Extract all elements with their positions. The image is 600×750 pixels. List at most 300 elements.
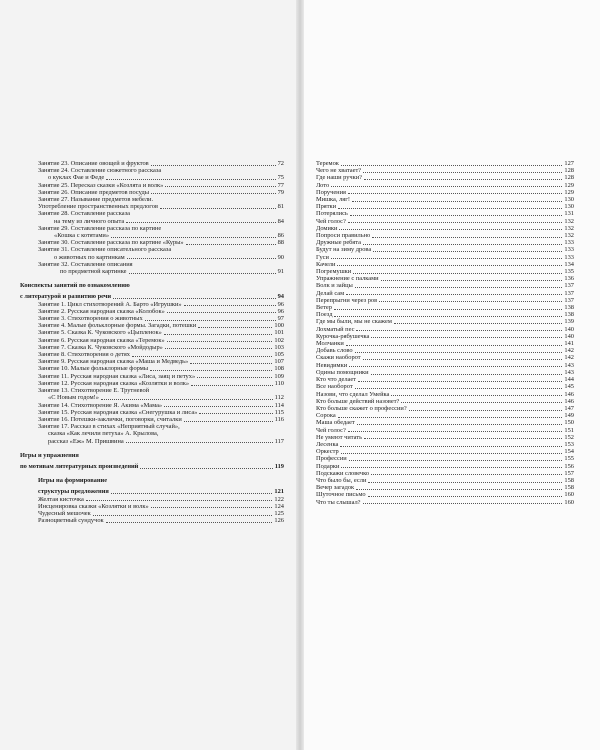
toc-entry[interactable] (20, 365, 284, 372)
toc-entry[interactable] (316, 405, 574, 412)
toc-page-number: 101 (274, 329, 284, 337)
toc-entry-title: Занятие 3. Стихотворения о животных (38, 315, 143, 323)
toc-entry[interactable] (316, 419, 574, 426)
toc-entry-title: Чей голос? (316, 426, 346, 434)
dot-leader (368, 482, 562, 483)
toc-page-number: 121 (274, 488, 284, 496)
toc-entry[interactable] (20, 254, 284, 261)
toc-page-number: 160 (564, 498, 574, 506)
toc-entry[interactable] (20, 301, 284, 308)
toc-entry-title: Потерялись (316, 210, 348, 218)
toc-entry[interactable] (316, 455, 574, 462)
toc-entry[interactable] (20, 373, 284, 380)
toc-entry[interactable] (316, 354, 574, 361)
toc-entry[interactable] (316, 311, 574, 318)
dot-leader (379, 301, 562, 302)
toc-page-number: 158 (564, 484, 574, 492)
toc-entry[interactable] (20, 416, 284, 423)
toc-entry-title: Где мы были, мы не скажем (316, 318, 392, 326)
toc-page-number: 155 (564, 455, 574, 463)
toc-entry[interactable] (20, 510, 284, 517)
toc-entry-title: Прятки (316, 203, 337, 211)
dot-leader (363, 359, 563, 360)
toc-entry-title: Лохматый пес (316, 325, 355, 333)
toc-entry-title: Не умеют читать (316, 433, 363, 441)
toc-entry-title: Занятие 4. Малые фольклорные формы. Загадки, потешки (38, 322, 197, 330)
dot-leader (334, 316, 562, 317)
toc-page-number: 96 (277, 300, 284, 308)
dot-leader (349, 366, 562, 367)
toc-page-number: 137 (564, 296, 574, 304)
toc-section-heading[interactable] (20, 293, 284, 300)
toc-page-number: 90 (277, 253, 284, 261)
dot-leader (338, 208, 562, 209)
toc-entry-title: Курочка-рябушечка (316, 332, 370, 340)
dot-leader (341, 467, 562, 468)
dot-leader (371, 374, 563, 375)
toc-entry[interactable] (20, 239, 284, 246)
toc-entry[interactable] (316, 210, 574, 217)
toc-entry-title: Скажи наоборот (316, 354, 361, 362)
dot-leader (86, 500, 273, 501)
toc-entry-title: Что ты слышал? (316, 498, 361, 506)
toc-page-number: 88 (277, 239, 284, 247)
dot-leader (348, 193, 562, 194)
toc-page-number: 138 (564, 304, 574, 312)
toc-page-number: 131 (564, 210, 574, 218)
toc-entry-title: Лесенка (316, 440, 339, 448)
toc-entry-title: Невидимки (316, 361, 348, 369)
toc-entry[interactable] (316, 239, 574, 246)
toc-page-number: 157 (564, 469, 574, 477)
toc-page-number: 129 (564, 181, 574, 189)
toc-page-number: 84 (277, 217, 284, 225)
dot-leader (364, 179, 562, 180)
toc-entry-title: Занятие 6. Русская народная сказка «Теремок» (38, 336, 165, 344)
toc-entry[interactable] (316, 470, 574, 477)
dot-leader (184, 421, 273, 422)
toc-entry[interactable] (316, 333, 574, 340)
toc-page-number: 128 (564, 167, 574, 175)
toc-entry[interactable] (20, 409, 284, 416)
toc-entry-title: рассказ «Еж» М. Пришвина (48, 437, 124, 445)
dot-leader (111, 493, 273, 494)
toc-page-number: 146 (564, 390, 574, 398)
toc-entry-title: Занятие 16. Потешки-заклички, поговорки, считалки (38, 415, 182, 423)
dot-leader (352, 201, 562, 202)
section-gap (20, 470, 284, 473)
toc-entry[interactable] (316, 167, 574, 174)
toc-entry[interactable] (316, 297, 574, 304)
toc-entry-title: Занятие 30. Составление рассказа по картине «Куры» (38, 239, 184, 247)
dot-leader (340, 446, 562, 447)
toc-page-number: 156 (564, 462, 574, 470)
toc-left-column (20, 160, 284, 524)
dot-leader (364, 438, 562, 439)
toc-entry-continued: Занятие 24. Составление сюжетного рассказа (38, 167, 162, 175)
toc-page-number: 142 (564, 354, 574, 362)
toc-entry-title: Попроси правильно (316, 232, 371, 240)
toc-entry-title: Разноцветный сундучок (38, 517, 104, 525)
dot-leader (355, 352, 563, 353)
toc-entry-title: Шуточное письмо (316, 491, 366, 499)
toc-page-number: 91 (277, 268, 284, 276)
dot-leader (186, 244, 276, 245)
section-gap (20, 275, 284, 278)
toc-entry[interactable] (316, 412, 574, 419)
toc-entry[interactable] (20, 189, 284, 196)
dot-leader (394, 323, 563, 324)
toc-page-number: 152 (564, 433, 574, 441)
toc-page-number: 77 (277, 181, 284, 189)
toc-entry-title: Домики (316, 224, 338, 232)
dot-leader (371, 337, 562, 338)
dot-leader (151, 507, 273, 508)
toc-entry-title: Поезд (316, 311, 333, 319)
toc-page-number: 97 (277, 315, 284, 323)
toc-entry[interactable] (20, 218, 284, 225)
toc-entry[interactable] (316, 275, 574, 282)
dot-leader (197, 377, 272, 378)
dot-leader (167, 341, 273, 342)
toc-page-number: 147 (564, 404, 574, 412)
toc-entry-title: Теремок (316, 160, 339, 167)
toc-entry[interactable] (20, 308, 284, 315)
toc-entry-title: Гуси (316, 253, 329, 261)
dot-leader (349, 460, 563, 461)
toc-entry[interactable] (316, 434, 574, 441)
toc-page-number: 133 (564, 239, 574, 247)
toc-entry[interactable] (20, 337, 284, 344)
book-gutter (296, 0, 304, 750)
toc-page-number: 145 (564, 383, 574, 391)
toc-entry[interactable] (20, 182, 284, 189)
dot-leader (145, 320, 276, 321)
toc-entry[interactable] (316, 196, 574, 203)
toc-entry[interactable] (316, 376, 574, 383)
toc-entry[interactable] (20, 402, 284, 409)
toc-entry[interactable] (316, 391, 574, 398)
toc-entry-title: структуры предложения (38, 488, 109, 496)
toc-page-number: 153 (564, 440, 574, 448)
toc-page-number: 144 (564, 376, 574, 384)
toc-page-number: 127 (564, 160, 574, 167)
dot-leader (353, 273, 562, 274)
toc-entry[interactable] (316, 326, 574, 333)
dot-leader (113, 298, 276, 299)
dot-leader (372, 237, 562, 238)
dot-leader (167, 312, 276, 313)
toc-entry-title: с литературой и развитию речи (20, 293, 112, 301)
toc-page-number: 133 (564, 253, 574, 261)
dot-leader (355, 287, 563, 288)
toc-entry[interactable] (316, 174, 574, 181)
dot-leader (401, 402, 562, 403)
toc-page-number: 146 (564, 397, 574, 405)
toc-entry[interactable] (20, 232, 284, 239)
dot-leader (331, 186, 562, 187)
toc-entry[interactable] (316, 268, 574, 275)
toc-page-number: 109 (274, 372, 284, 380)
toc-entry-title: Погремушки (316, 268, 352, 276)
toc-entry[interactable] (20, 517, 284, 524)
toc-entry[interactable] (316, 261, 574, 268)
toc-entry-title: Качели (316, 260, 336, 268)
section-gap (20, 445, 284, 448)
toc-page-number: 116 (274, 415, 284, 423)
toc-page-number: 72 (277, 160, 284, 167)
toc-page-number: 130 (564, 196, 574, 204)
toc-entry[interactable] (316, 282, 574, 289)
toc-page-number: 137 (564, 282, 574, 290)
dot-leader (338, 417, 563, 418)
toc-page-number: 115 (274, 408, 284, 416)
toc-entry-continued: Занятие 17. Рассказ в стихах «Неприятный случай», (38, 423, 180, 431)
toc-page-number: 108 (274, 365, 284, 373)
toc-page-number: 79 (277, 188, 284, 196)
toc-entry[interactable] (20, 358, 284, 365)
toc-entry[interactable] (316, 232, 574, 239)
toc-page-number: 136 (564, 275, 574, 283)
dot-leader (356, 489, 562, 490)
toc-entry-title: Упражнение с палками (316, 275, 379, 283)
toc-entry-title: о животных по картинкам (54, 253, 125, 261)
toc-page-number: 100 (274, 322, 284, 330)
toc-entry-title: Добавь слово (316, 347, 353, 355)
toc-entry[interactable] (20, 394, 284, 401)
toc-page-number: 140 (564, 325, 574, 333)
toc-entry[interactable] (316, 477, 574, 484)
toc-entry[interactable] (316, 254, 574, 261)
dot-leader (371, 474, 562, 475)
toc-page-number: 158 (564, 476, 574, 484)
toc-entry-continued: Занятие 32. Составление описания (38, 260, 133, 268)
toc-entry-title: Сорока (316, 412, 336, 420)
toc-page-number: 128 (564, 174, 574, 182)
toc-entry-title: Назови, что сделал Умейка (316, 390, 390, 398)
toc-entry[interactable] (316, 499, 574, 506)
dot-leader (101, 399, 273, 400)
toc-entry[interactable] (316, 484, 574, 491)
toc-entry[interactable] (316, 290, 574, 297)
dot-leader (346, 345, 563, 346)
toc-entry-title: Все наоборот (316, 383, 353, 391)
toc-entry-title: Кто что делает (316, 376, 356, 384)
toc-entry-title: Занятие 14. Стихотворение Я. Акима «Мама» (38, 401, 163, 409)
toc-entry[interactable] (316, 441, 574, 448)
dot-leader (341, 453, 563, 454)
toc-page-number: 151 (564, 426, 574, 434)
dot-leader (346, 294, 562, 295)
dot-leader (132, 356, 272, 357)
toc-entry-title: Занятие 5. Сказка К. Чуковского «Цыпленок» (38, 329, 162, 337)
dot-leader (357, 424, 563, 425)
toc-entry-title: Занятие 23. Описание овощей и фруктов (38, 160, 149, 167)
toc-entry[interactable] (20, 329, 284, 336)
toc-entry-title: Занятие 25. Пересказ сказки «Козлята и волк» (38, 181, 164, 189)
toc-page-number: 143 (564, 368, 574, 376)
toc-entry[interactable] (20, 203, 284, 210)
toc-entry[interactable] (316, 246, 574, 253)
dot-leader (373, 251, 562, 252)
toc-entry[interactable] (316, 225, 574, 232)
toc-entry[interactable] (316, 448, 574, 455)
toc-entry[interactable] (20, 322, 284, 329)
toc-entry-title: Инсценировка сказки «Козлятки и волк» (38, 502, 149, 510)
dot-leader (151, 193, 276, 194)
toc-entry-title: Чей голос? (316, 217, 346, 225)
toc-entry-title: Занятие 1. Цикл стихотворений А. Барто «Игрушки» (38, 300, 182, 308)
dot-leader (381, 280, 563, 281)
toc-page-number: 133 (564, 246, 574, 254)
toc-entry[interactable] (316, 189, 574, 196)
dot-leader (355, 388, 563, 389)
toc-page-number: 160 (564, 491, 574, 499)
toc-entry-title: Профессии (316, 455, 347, 463)
toc-entry[interactable] (20, 174, 284, 181)
toc-section-heading[interactable] (20, 463, 284, 470)
dot-leader (198, 327, 272, 328)
dot-leader (331, 258, 563, 259)
dot-leader (126, 442, 273, 443)
toc-entry[interactable] (316, 362, 574, 369)
dot-leader (363, 244, 562, 245)
toc-entry[interactable] (316, 347, 574, 354)
toc-page-number: 105 (274, 351, 284, 359)
toc-entry-title: Занятие 12. Русская народная сказка «Козлятки и волк» (38, 379, 190, 387)
toc-entry-title: Перепрыгни через ров (316, 296, 378, 304)
toc-entry-title: Что было бы, если (316, 476, 367, 484)
dot-leader (363, 172, 562, 173)
toc-entry-continued: Занятие 29. Составление рассказа по картине (38, 224, 162, 232)
toc-entry-title: Маша обедает (316, 419, 355, 427)
dot-leader (341, 165, 563, 166)
toc-entry-title: Употребление пространственных предлогов (38, 203, 158, 211)
toc-entry[interactable] (316, 318, 574, 325)
toc-entry[interactable] (20, 503, 284, 510)
dot-leader (126, 222, 275, 223)
toc-entry[interactable] (20, 351, 284, 358)
toc-entry-title: «С Новым годом!» (48, 394, 99, 402)
toc-entry[interactable] (20, 160, 284, 167)
toc-page-number: 110 (274, 379, 284, 387)
toc-page-number: 124 (274, 502, 284, 510)
dot-leader (339, 229, 562, 230)
toc-entry-title: Делай сам (316, 289, 345, 297)
dot-leader (358, 381, 562, 382)
toc-entry[interactable] (20, 344, 284, 351)
toc-entry[interactable] (316, 340, 574, 347)
toc-page-number: 140 (564, 332, 574, 340)
toc-entry[interactable] (20, 380, 284, 387)
toc-entry-title: Волк и зайцы (316, 282, 353, 290)
toc-entry[interactable] (316, 369, 574, 376)
toc-page-number: 114 (274, 401, 284, 409)
dot-leader (337, 265, 562, 266)
toc-entry-title: Где наши ручки? (316, 174, 362, 182)
toc-entry[interactable] (316, 463, 574, 470)
dot-leader (106, 522, 273, 523)
toc-entry-continued: сказка «Как лечили петуха» А. Крылова, (48, 430, 159, 438)
toc-entry-title: Оркестр (316, 448, 339, 456)
toc-entry-continued: Конспекты занятий по ознакомлению (20, 282, 130, 290)
toc-page-number: 81 (277, 203, 284, 211)
toc-entry-continued: Занятие 27. Называние предметов мебели. (38, 196, 154, 204)
toc-page-number: 119 (274, 462, 284, 470)
dot-leader (356, 330, 562, 331)
toc-entry-title: Кто больше действий назовет? (316, 397, 400, 405)
toc-entry-title: Желтая кисточка (38, 495, 84, 503)
dot-leader (165, 186, 275, 187)
toc-entry-title: Мишка, ляг! (316, 196, 350, 204)
dot-leader (199, 413, 272, 414)
toc-entry-continued: Занятие 28. Составление рассказа (38, 210, 130, 218)
dot-leader (127, 258, 276, 259)
toc-page-number: 135 (564, 268, 574, 276)
toc-entry[interactable] (316, 491, 574, 498)
toc-entry[interactable] (316, 218, 574, 225)
toc-entry[interactable] (316, 304, 574, 311)
dot-leader (140, 468, 272, 469)
toc-entry[interactable] (20, 496, 284, 503)
toc-entry-title: Вечер загадок (316, 484, 355, 492)
toc-page-number: 94 (277, 293, 284, 301)
toc-entry[interactable] (20, 268, 284, 275)
toc-entry-continued: Игры и упражнения (20, 451, 79, 459)
toc-page-number: 149 (564, 412, 574, 420)
toc-entry-title: Чудесный мешочек (38, 509, 91, 517)
dot-leader (334, 309, 562, 310)
toc-entry[interactable] (316, 427, 574, 434)
toc-page-number: 132 (564, 217, 574, 225)
toc-entry[interactable] (316, 182, 574, 189)
toc-page-number: 142 (564, 347, 574, 355)
toc-entry-continued: Занятие 13. Стихотворение Е. Трутневой (38, 387, 150, 395)
dot-leader (190, 363, 272, 364)
toc-section-heading[interactable] (20, 488, 284, 495)
dot-leader (191, 385, 273, 386)
dot-leader (368, 496, 563, 497)
dot-leader (348, 431, 563, 432)
toc-entry-title: Чего не хватает? (316, 167, 362, 175)
dot-leader (111, 237, 276, 238)
dot-leader (164, 406, 273, 407)
toc-entry-continued: Занятие 31. Составление описательного рассказа (38, 246, 172, 254)
toc-entry-title: Занятие 9. Русская народная сказка «Маша и Медведь» (38, 358, 189, 366)
toc-entry[interactable] (316, 203, 574, 210)
toc-entry-title: на тему из личного опыта (54, 217, 125, 225)
toc-right-column (316, 160, 574, 506)
toc-entry-title: Кто больше скажет о профессии? (316, 404, 407, 412)
toc-entry[interactable] (316, 160, 574, 167)
dot-leader (160, 208, 276, 209)
toc-entry-title: Занятие 15. Русская народная сказка «Снегурушка и лиса» (38, 408, 198, 416)
toc-entry[interactable] (316, 383, 574, 390)
toc-entry[interactable] (20, 315, 284, 322)
dot-leader (129, 273, 276, 274)
toc-page-number: 96 (277, 307, 284, 315)
toc-entry[interactable] (316, 398, 574, 405)
dot-leader (184, 305, 276, 306)
toc-page-number: 107 (274, 358, 284, 366)
toc-page-number: 132 (564, 232, 574, 240)
toc-entry[interactable] (20, 438, 284, 445)
toc-page-number: 102 (274, 336, 284, 344)
toc-page-number: 132 (564, 224, 574, 232)
toc-page-number: 117 (274, 437, 284, 445)
toc-entry-title: «Кошка с котятами» (54, 232, 110, 240)
dot-leader (151, 165, 276, 166)
